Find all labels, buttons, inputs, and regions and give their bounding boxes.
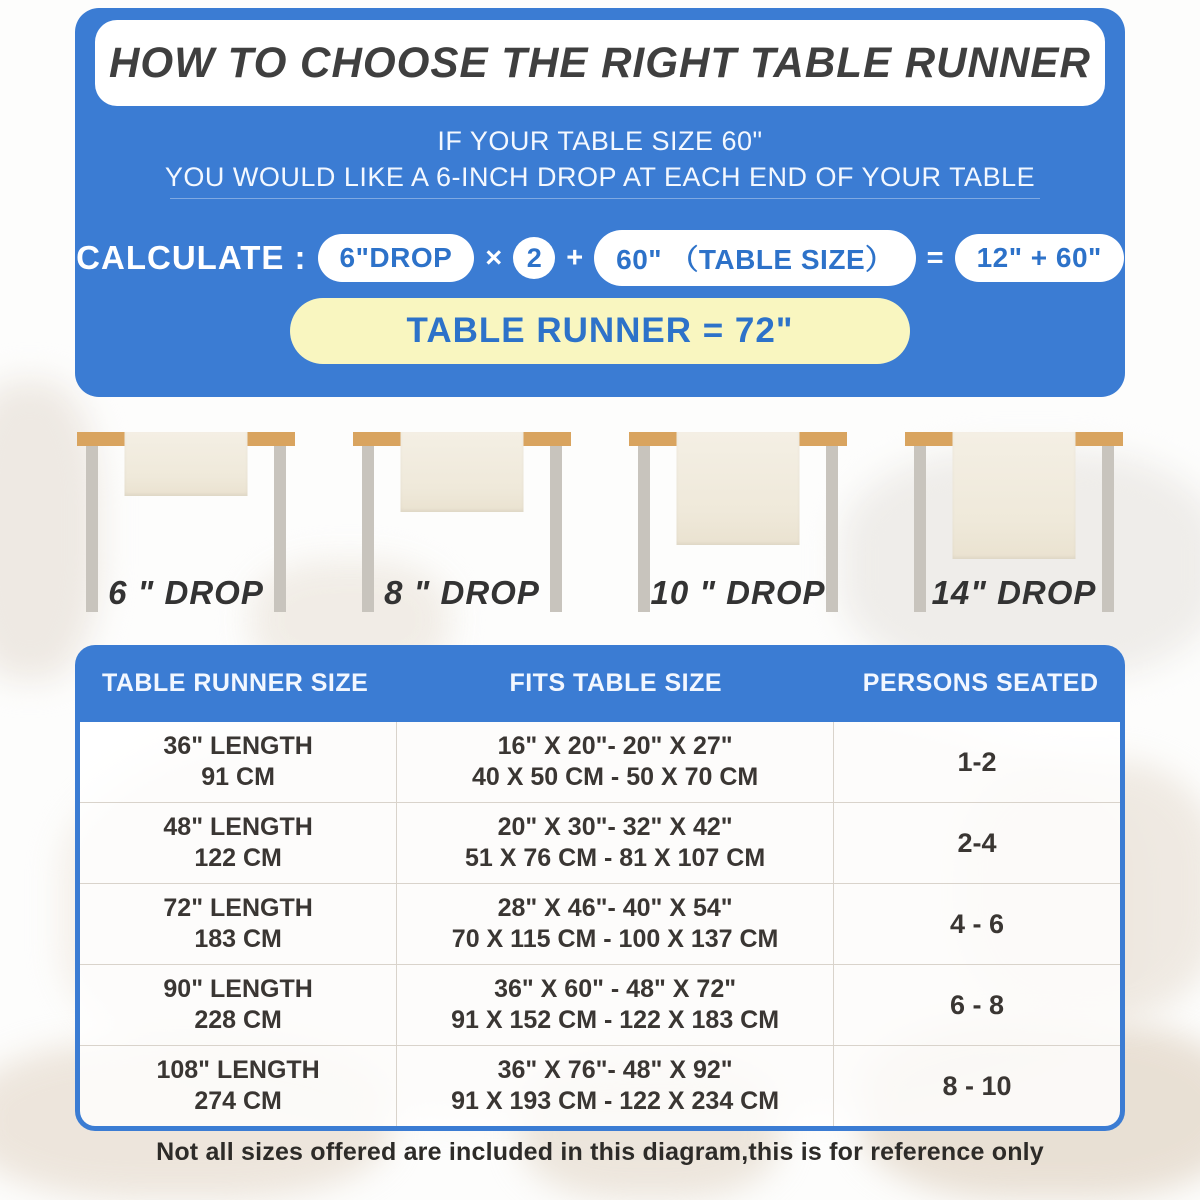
- runner-length-cm: 122 CM: [194, 844, 282, 872]
- fits-size-in: 28" X 46"- 40" X 54": [497, 894, 733, 922]
- fits-size-cm: 91 X 152 CM - 122 X 183 CM: [451, 1006, 780, 1034]
- persons-seated-cell: 6 - 8: [949, 989, 1004, 1020]
- runner-length-cm: 274 CM: [194, 1087, 282, 1115]
- multiplier-circle: 2: [513, 237, 555, 279]
- table-size-pill: 60" （TABLE SIZE）: [594, 230, 915, 286]
- table-runner: [401, 432, 524, 512]
- sum-pill: 12" + 60": [955, 234, 1124, 282]
- table-figure-8-drop: [353, 432, 571, 614]
- runner-length-in: 36" LENGTH: [163, 732, 313, 760]
- result-pill: [290, 298, 910, 364]
- column-header-fits-table-size: FITS TABLE SIZE: [509, 669, 723, 697]
- runner-length-cm: 91 CM: [201, 763, 275, 791]
- runner-length-cm: 183 CM: [194, 925, 282, 953]
- persons-seated-cell: 1-2: [957, 746, 997, 777]
- drop-label: 14" DROP: [931, 574, 1097, 611]
- result-text: TABLE RUNNER = 72": [406, 311, 794, 350]
- runner-length-in: 72" LENGTH: [163, 894, 313, 922]
- footer-disclaimer: Not all sizes offered are included in this diagram,this is for reference only: [156, 1138, 1044, 1166]
- times-operator: ×: [485, 241, 503, 274]
- divider-line: [170, 198, 1040, 199]
- runner-size-cell: [80, 1046, 397, 1126]
- plus-operator: +: [566, 241, 584, 274]
- fits-size-cell: [397, 1046, 834, 1126]
- table-row: [80, 1046, 1120, 1126]
- runner-size-cell: [80, 884, 397, 964]
- runner-length-in: 90" LENGTH: [163, 975, 313, 1003]
- fits-size-cm: 40 X 50 CM - 50 X 70 CM: [471, 763, 759, 791]
- drop-label: 8 " DROP: [384, 574, 540, 611]
- drop-label: 6 " DROP: [108, 574, 264, 611]
- drop-figures-row: [77, 432, 1123, 614]
- runner-size-cell: [80, 722, 397, 802]
- fits-size-cm: 51 X 76 CM - 81 X 107 CM: [465, 844, 766, 872]
- fits-size-cell: [397, 965, 834, 1045]
- fits-size-cell: [397, 722, 834, 802]
- size-reference-table: [75, 645, 1125, 1131]
- column-header-persons-seated: PERSONS SEATED: [862, 669, 1099, 697]
- fits-size-cell: [397, 884, 834, 964]
- runner-length-cm: 228 CM: [194, 1006, 282, 1034]
- table-row: [80, 965, 1120, 1046]
- table-row: [80, 884, 1120, 965]
- table-runner: [677, 432, 800, 545]
- drop-value-pill: 6"DROP: [318, 234, 475, 282]
- page-title: HOW TO CHOOSE THE RIGHT TABLE RUNNER: [109, 38, 1091, 87]
- subtitle-line-2: YOU WOULD LIKE A 6-INCH DROP AT EACH END OF YOUR TABLE: [164, 162, 1036, 192]
- title-card: [95, 20, 1105, 106]
- hero-panel: [75, 8, 1125, 397]
- table-figure-6-drop: [77, 432, 295, 614]
- fits-size-in: 16" X 20"- 20" X 27": [497, 732, 733, 760]
- fits-size-cell: [397, 803, 834, 883]
- persons-seated-cell: 2-4: [957, 827, 997, 858]
- runner-length-in: 108" LENGTH: [156, 1056, 320, 1084]
- subtitle-line-1: IF YOUR TABLE SIZE 60": [437, 126, 763, 156]
- fits-size-cm: 91 X 193 CM - 122 X 234 CM: [451, 1087, 780, 1115]
- persons-seated-cell: 4 - 6: [949, 908, 1004, 939]
- size-table-body: [75, 722, 1125, 1131]
- runner-length-in: 48" LENGTH: [163, 813, 313, 841]
- persons-seated-cell: 8 - 10: [942, 1070, 1012, 1101]
- fits-size-in: 36" X 60" - 48" X 72": [494, 975, 737, 1003]
- drop-label: 10 " DROP: [650, 574, 826, 611]
- calculate-label: CALCULATE :: [76, 239, 307, 276]
- fits-size-cm: 70 X 115 CM - 100 X 137 CM: [451, 925, 779, 953]
- table-runner: [953, 432, 1076, 559]
- fits-size-in: 36" X 76"- 48" X 92": [497, 1056, 733, 1084]
- size-table-header: [75, 645, 1125, 722]
- fits-size-in: 20" X 30"- 32" X 42": [497, 813, 733, 841]
- calculation-row: [75, 230, 1125, 286]
- table-row: [80, 722, 1120, 803]
- column-header-runner-size: TABLE RUNNER SIZE: [101, 669, 369, 697]
- table-runner: [125, 432, 248, 496]
- equals-operator: =: [926, 241, 944, 274]
- table-figure-14-drop: [905, 432, 1123, 614]
- table-row: [80, 803, 1120, 884]
- table-figure-10-drop: [629, 432, 847, 614]
- runner-size-cell: [80, 803, 397, 883]
- runner-size-cell: [80, 965, 397, 1045]
